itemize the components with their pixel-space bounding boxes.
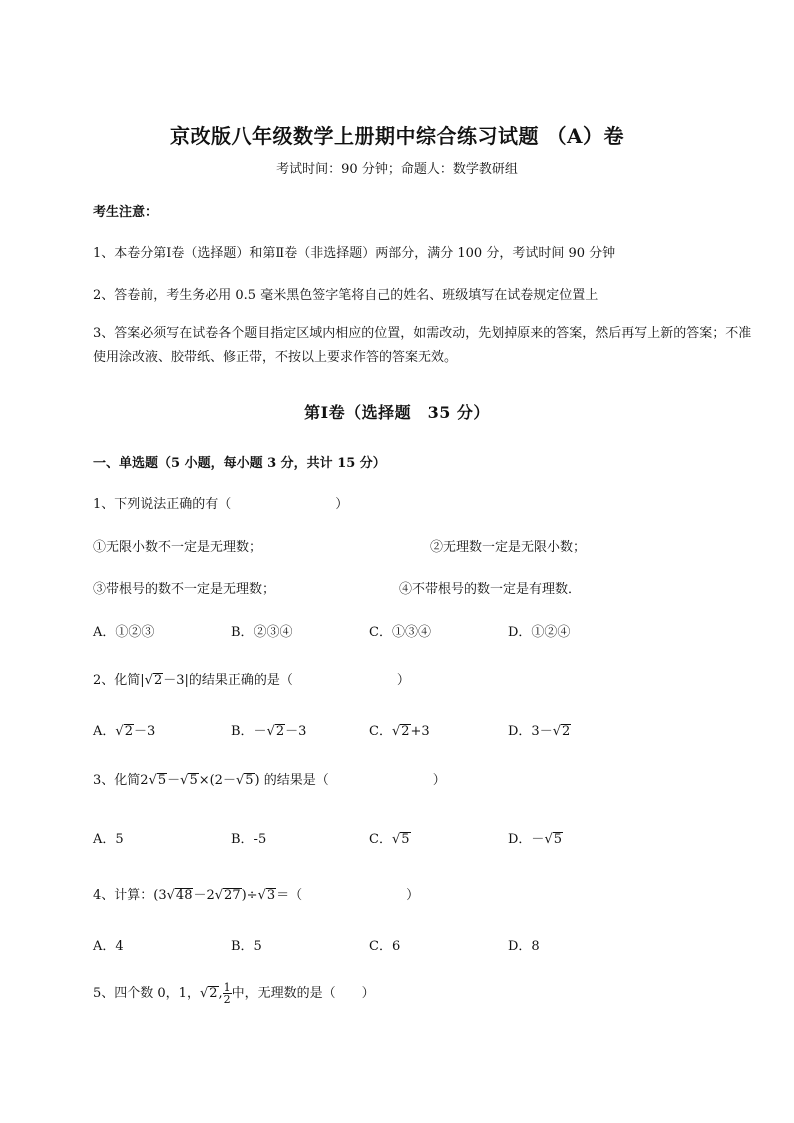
radical-sign: √ [552, 724, 561, 739]
question-5-tail: 中，无理数的是（ ） [231, 986, 375, 1001]
option-label: A． [93, 724, 116, 739]
radical-sign: √ [214, 888, 224, 903]
q2-option-b[interactable] [231, 720, 306, 739]
radicand: 27 [224, 888, 241, 903]
fraction-numerator: 1 [223, 981, 231, 994]
expr-text: +3 [410, 724, 430, 739]
q2-option-d[interactable] [508, 720, 571, 739]
expr-text: －3| [163, 673, 189, 688]
notes-heading: 考生注意： [93, 205, 159, 220]
radical-sign: √ [257, 888, 266, 903]
option-label: C． [369, 724, 392, 739]
radical-sign: √ [148, 773, 157, 788]
radicand: 48 [175, 888, 193, 903]
radicand: 5 [553, 832, 563, 847]
fraction [223, 982, 232, 1005]
question-1-text: 1、下列说法正确的有（ [93, 497, 232, 512]
option-label: D．－ [508, 832, 545, 847]
question-3-tail: 的结果是（ [263, 773, 329, 788]
radical-sign: √ [115, 724, 124, 739]
question-2-tail: 的结果正确的是（ [188, 673, 293, 688]
expr-text: － [167, 773, 181, 788]
radicand: 2 [401, 724, 410, 739]
radicand: 2 [562, 724, 571, 739]
question-2-text: 2、化简| [93, 673, 145, 688]
q1-option-a[interactable]: A．①②③ [93, 625, 155, 640]
radical-sign: √ [144, 673, 153, 688]
q1-option-c[interactable]: C．①③④ [369, 625, 431, 640]
radicand: 5 [245, 773, 254, 788]
radical-sign: √ [544, 832, 553, 847]
expr-text: ) [254, 773, 260, 788]
note-item-3: 3、答案必须写在试卷各个题目指定区域内相应的位置，如需改动，先划掉原来的答案，然后再写上新的答案；不准使用涂改液、胶带纸、修正带，不按以上要求作答的答案无效。 [93, 326, 752, 365]
radical-sign: √ [235, 773, 245, 788]
q2-option-a[interactable] [93, 720, 155, 739]
radicand: 2 [209, 986, 218, 1001]
exam-subtitle: 考试时间：90 分钟；命题人：数学教研组 [276, 162, 518, 177]
q1-option-d[interactable]: D．①②④ [508, 625, 571, 640]
radicand: 2 [275, 724, 285, 739]
radical-sign: √ [166, 888, 175, 903]
bracket-close: ） [335, 497, 349, 512]
question-1-stem [93, 493, 348, 512]
part-title: 一、单选题（5 小题，每小题 3 分，共计 15 分） [93, 456, 386, 471]
expr-text: )÷ [241, 888, 258, 903]
note-item-1: 1、本卷分第Ⅰ卷（选择题）和第Ⅱ卷（非选择题）两部分，满分 100 分，考试时间 90 分钟 [93, 246, 616, 261]
expr-text: ×(2－ [198, 773, 236, 788]
question-3-stem [93, 769, 446, 788]
q1-option-b[interactable]: B．②③④ [231, 625, 293, 640]
q4-option-d[interactable]: D．8 [508, 939, 540, 954]
question-4-tail: ＝（ [276, 888, 303, 903]
expr-text: －3 [133, 724, 156, 739]
q1-statement-4: ④不带根号的数一定是有理数． [399, 582, 582, 597]
radicand: 5 [157, 773, 167, 788]
radical-sign: √ [199, 986, 209, 1001]
question-4-stem [93, 884, 419, 903]
option-label: D．3－ [508, 724, 553, 739]
option-label: B．－ [231, 724, 267, 739]
radicand: 2 [153, 673, 163, 688]
radicand: 2 [124, 724, 133, 739]
expr-text: －3 [285, 724, 307, 739]
radicand: 3 [266, 888, 276, 903]
radical-sign: √ [266, 724, 275, 739]
bracket-close: ） [396, 673, 410, 688]
expr-text: －2 [193, 888, 215, 903]
bracket-close: ） [406, 888, 420, 903]
q1-statement-1: ①无限小数不一定是无理数； [93, 540, 263, 555]
radical-sign: √ [391, 832, 401, 847]
q1-statement-2: ②无理数一定是无限小数； [430, 540, 587, 555]
question-5-text: 5、四个数 0，1， [93, 986, 200, 1001]
radical-sign: √ [391, 724, 401, 739]
bracket-close: ） [432, 773, 446, 788]
q4-option-b[interactable]: B．5 [231, 939, 262, 954]
radicand: 5 [189, 773, 198, 788]
q3-option-b[interactable]: B．-5 [231, 832, 267, 847]
q2-option-c[interactable] [369, 720, 430, 739]
q4-option-c[interactable]: C．6 [369, 939, 401, 954]
radicand: 5 [401, 832, 410, 847]
radical-sign: √ [180, 773, 189, 788]
q3-option-a[interactable]: A．5 [93, 832, 124, 847]
question-2-stem [93, 669, 410, 688]
question-5-stem [93, 982, 375, 1005]
fraction-denominator: 2 [223, 993, 231, 1006]
option-label: C． [369, 832, 392, 847]
expr-text: , [218, 986, 223, 1001]
question-3-text: 3、化简2 [93, 773, 149, 788]
q3-option-d[interactable] [508, 828, 563, 847]
question-4-text: 4、计算：(3 [93, 888, 167, 903]
q3-option-c[interactable] [369, 828, 411, 847]
note-item-2: 2、答卷前，考生务必用 0.5 毫米黑色签字笔将自己的姓名、班级填写在试卷规定位置上 [93, 288, 599, 303]
q1-statement-3: ③带根号的数不一定是无理数； [93, 582, 276, 597]
q4-option-a[interactable]: A．4 [93, 939, 124, 954]
exam-title: 京改版八年级数学上册期中综合练习试题 （A）卷 [170, 124, 624, 148]
section-title: 第Ⅰ卷（选择题 35 分） [304, 403, 490, 422]
